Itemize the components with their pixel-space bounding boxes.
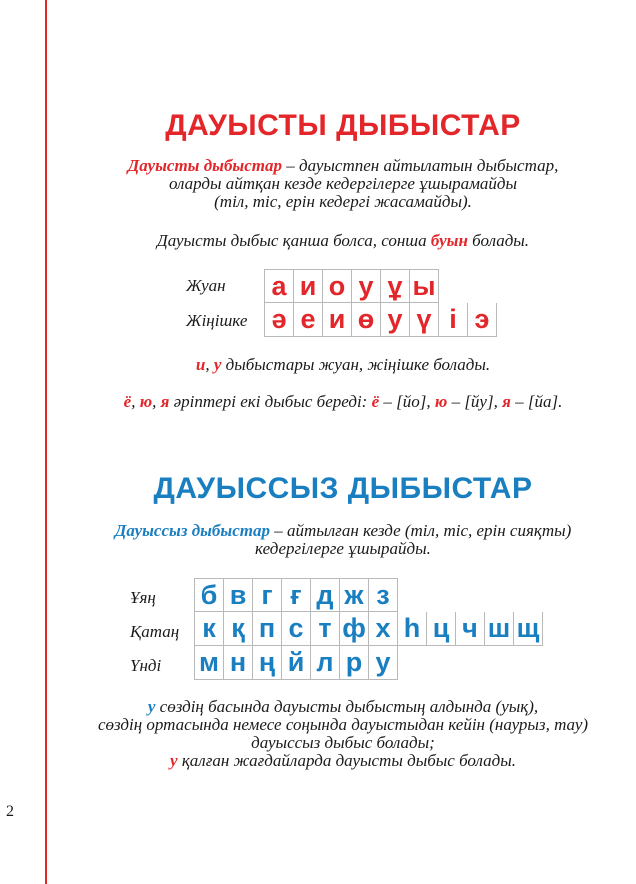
syllable-rule-after: болады. [467, 231, 530, 250]
consonants-note-line4-rest: қалған жағдайларда дауысты дыбыс болады. [177, 751, 516, 770]
note2-letter-ya: я [160, 392, 170, 411]
letter-cell: и [293, 269, 323, 303]
letter-cell: в [223, 578, 253, 612]
syllable-rule-before: Дауысты дыбыс қанша болса, сонша [156, 231, 431, 250]
letter-cell: у [351, 269, 381, 303]
letter-cell: ф [339, 612, 369, 646]
vowels-definition-rest: – дауыстпен айтылатын дыбыстар, [282, 156, 559, 175]
note1-letter-i: и [195, 355, 206, 374]
vowels-note1 [50, 356, 636, 374]
sonorant-grid [194, 578, 398, 612]
letter-cell: һ [397, 612, 427, 646]
letter-cell: ы [409, 269, 439, 303]
consonants-note-letter-u: у [147, 697, 156, 716]
letter-cell: ц [426, 612, 456, 646]
voiceless-label: Қатаң [130, 622, 180, 641]
letter-cell: к [194, 612, 224, 646]
consonants-note [50, 698, 636, 770]
consonants-definition [50, 522, 636, 558]
note2-letter-yu: ю [139, 392, 153, 411]
letter-cell: е [293, 303, 323, 337]
letter-cell: ө [351, 303, 381, 337]
letter-cell: ү [409, 303, 439, 337]
letter-cell: қ [223, 612, 253, 646]
consonants-term: Дауыссыз дыбыстар [114, 521, 270, 540]
consonants-note-line1 [50, 698, 636, 716]
voiced-grid [194, 646, 398, 680]
soft-vowels-label: Жіңішке [186, 311, 248, 330]
letter-cell: ң [252, 646, 282, 680]
sonorant-label: Ұяң [130, 588, 156, 607]
letter-cell: ш [484, 612, 514, 646]
note2-letter-yo: ё [123, 392, 132, 411]
letter-cell: і [438, 303, 468, 337]
letter-cell: и [322, 303, 352, 337]
note2-letter-ya-2: я [502, 392, 511, 411]
vowels-definition [50, 157, 636, 211]
note2-letter-yo-2: ё [371, 392, 380, 411]
consonants-note-line4 [50, 752, 636, 770]
note2-yu-value: – [йу], [447, 392, 503, 411]
letter-cell: у [368, 646, 398, 680]
letter-cell: й [281, 646, 311, 680]
letter-cell: щ [513, 612, 543, 646]
letter-cell: г [252, 578, 282, 612]
syllable-rule [50, 232, 636, 250]
letter-cell: ұ [380, 269, 410, 303]
consonants-note-line2: сөздің ортасында немесе соңында дауыстыдан кейін (наурыз, тау) [97, 715, 589, 734]
letter-cell: у [380, 303, 410, 337]
note2-mid: әріптері екі дыбыс береді: [169, 392, 372, 411]
letter-cell: м [194, 646, 224, 680]
hard-vowels-grid [264, 269, 439, 303]
vowels-definition-line1 [50, 157, 636, 175]
consonants-definition-line2: кедергілерге ұшырайды. [255, 539, 431, 558]
consonants-note-letter-u-2: у [170, 751, 178, 770]
letter-cell: ғ [281, 578, 311, 612]
margin-line [45, 0, 47, 884]
consonants-definition-rest: – айтылған кезде (тіл, тіс, ерін сияқты) [269, 521, 572, 540]
letter-cell: л [310, 646, 340, 680]
note1-sep: , [205, 355, 214, 374]
note1-rest: дыбыстары жуан, жіңішке болады. [221, 355, 491, 374]
letter-cell: с [281, 612, 311, 646]
note2-sep1: , [131, 392, 140, 411]
note1-letter-u: у [213, 355, 222, 374]
letter-cell: б [194, 578, 224, 612]
soft-vowels-grid [264, 303, 497, 337]
consonants-note-line3: дауыссыз дыбыс болады; [251, 733, 435, 752]
note2-letter-yu-2: ю [434, 392, 448, 411]
letter-cell: э [467, 303, 497, 337]
note2-yo-value: – [йо], [379, 392, 435, 411]
letter-cell: т [310, 612, 340, 646]
voiced-label: Үнді [130, 656, 162, 675]
letter-cell: р [339, 646, 369, 680]
vowels-definition-line2: оларды айтқан кезде кедергілерге ұшырамайды [168, 174, 518, 193]
letter-cell: ж [339, 578, 369, 612]
letter-cell: ә [264, 303, 294, 337]
letter-cell: з [368, 578, 398, 612]
consonants-title: ДАУЫССЫЗ ДЫБЫСТАР [153, 472, 533, 505]
letter-cell: о [322, 269, 352, 303]
note2-sep2: , [152, 392, 161, 411]
note2-ya-value: – [йа]. [510, 392, 563, 411]
letter-cell: х [368, 612, 398, 646]
hard-vowels-label: Жуан [186, 276, 226, 295]
vowels-definition-line3: (тіл, тіс, ерін кедергі жасамайды). [214, 192, 472, 211]
letter-cell: д [310, 578, 340, 612]
page-number: 2 [6, 803, 14, 820]
syllable-word: буын [430, 231, 468, 250]
vowels-term: Дауысты дыбыстар [127, 156, 282, 175]
letter-cell: ч [455, 612, 485, 646]
letter-cell: н [223, 646, 253, 680]
consonants-note-line1-rest: сөздің басында дауысты дыбыстың алдында (уық), [155, 697, 539, 716]
consonants-definition-line1 [50, 522, 636, 540]
letter-cell: п [252, 612, 282, 646]
voiceless-grid [194, 612, 543, 646]
letter-cell: а [264, 269, 294, 303]
vowels-title: ДАУЫСТЫ ДЫБЫСТАР [165, 109, 521, 142]
vowels-note2 [50, 393, 636, 411]
